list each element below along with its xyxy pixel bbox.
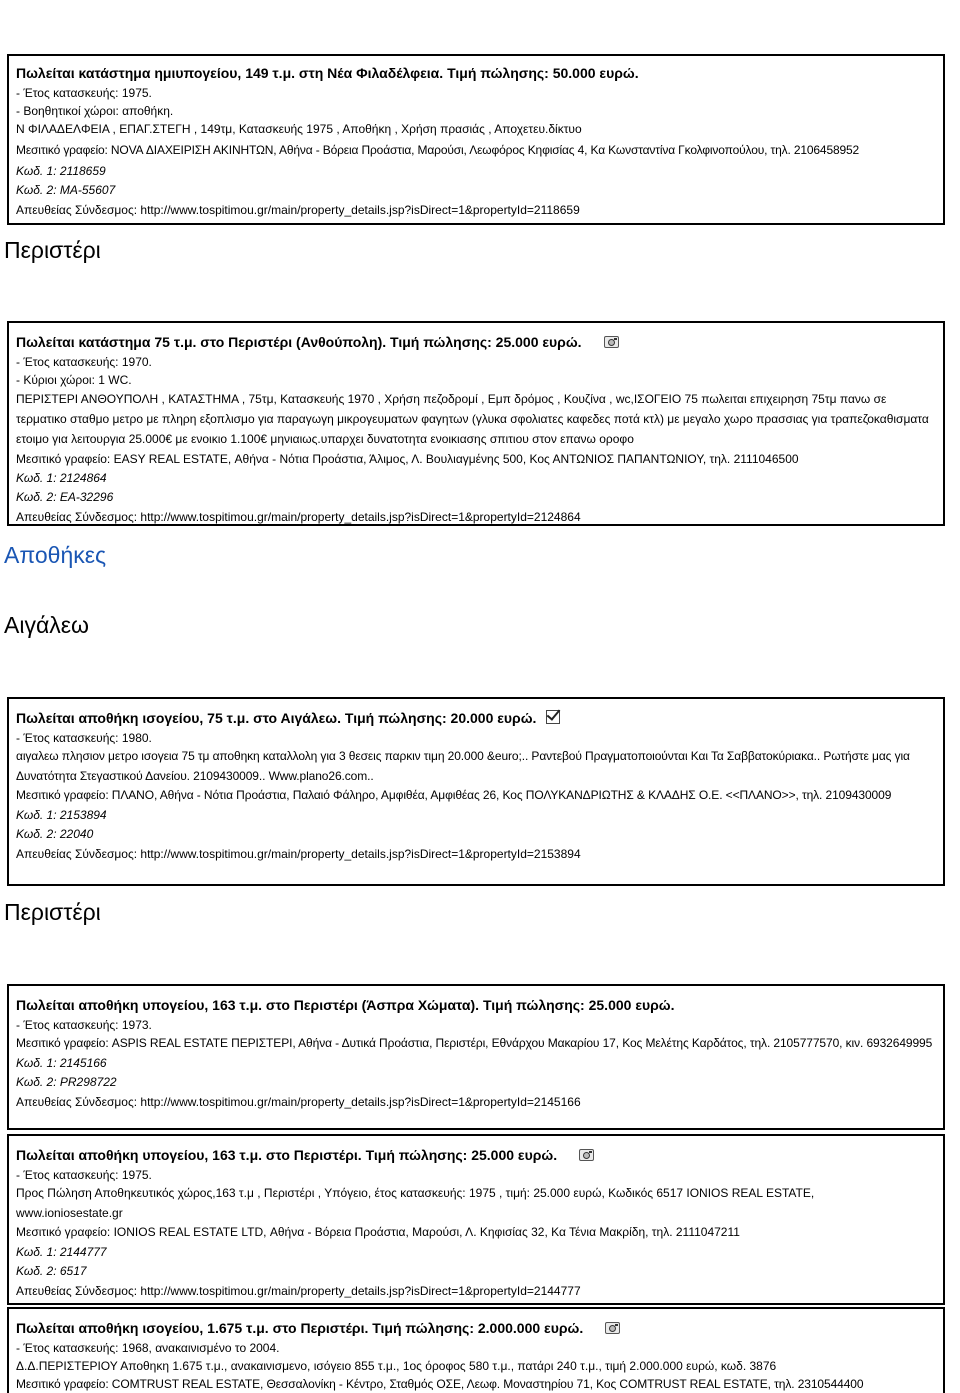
listing-title-text[interactable]: Πωλείται κατάστημα 75 τ.μ. στο Περιστέρι (Ανθούπολη). Τιμή πώλησης: 25.000 ευρώ. — [16, 334, 582, 350]
construction-year: - Έτος κατασκευής: 1975. — [16, 1168, 152, 1182]
construction-year: - Έτος κατασκευής: 1980. — [16, 731, 152, 745]
listing-description: Ν ΦΙΛΑΔΕΛΦΕΙΑ , ΕΠΑΓ.ΣΤΕΓΗ , 149τμ, Κατασκευής 1975 , Αποθήκη , Χρήση πρασιάς , Αποχετευ.δίκτυο — [16, 122, 582, 136]
main-rooms: - Κύριοι χώροι: 1 WC. — [16, 373, 132, 387]
agency-info: Μεσιτικό γραφείο: EASY REAL ESTATE, Αθήνα - Νότια Προάστια, Άλιμος, Λ. Βουλιαγμένης 500, Κος ΑΝΤΩΝΙΟΣ ΠΑΠΑΝΤΩΝΙΟΥ, τηλ. 2111046500 — [16, 452, 799, 466]
direct-link[interactable]: Απευθείας Σύνδεσμος: http://www.tospitimou.gr/main/property_details.jsp?isDirect=1&propertyId=2118659 — [16, 203, 580, 217]
listing-title-text[interactable]: Πωλείται αποθήκη υπογείου, 163 τ.μ. στο Περιστέρι. Τιμή πώλησης: 25.000 ευρώ. — [16, 1147, 558, 1163]
agency-info: Μεσιτικό γραφείο: COMTRUST REAL ESTATE, Θεσσαλονίκη - Κέντρο, Σταθμός ΟΣΕ, Λεωφ. Μοναστηρίου 71, Κος COMTRUST REAL ESTATE, τηλ. 2310544400 — [16, 1377, 864, 1391]
listing-description: ΠΕΡΙΣΤΕΡΙ ΑΝΘΟΥΠΟΛΗ , ΚΑΤΑΣΤΗΜΑ , 75τμ, Κατασκευής 1970 , Χρήση πεζοδρομί , Εμπ δρόμος , Κουζίνα , wc,ΙΣΟΓΕΙΟ 75 πωλειται επιχειρηση 75τμ πανω σε τερματικο σταθμο μετρο με πληρη εξοπλισμο για παραγωγη μικρογευματων φαγητων (γλυκα σφολιατες καφεδες ποτά κτλ) με μεγαλο χωρο πρασσιας για τραπεζοκαθισματα ετοιμο για λειτουργια 25.000€ με ενοικιο 1.100€ μηνιαιως.υπαρχει δυνατοτητα ενοικιασης σπιτιου στον επανω οροφο — [16, 392, 929, 446]
listing-card — [7, 54, 945, 225]
agency-info: Μεσιτικό γραφείο: ASPIS REAL ESTATE ΠΕΡΙΣΤΕΡΙ, Αθήνα - Δυτικά Προάστια, Περιστέρι, Εθνάρχου Μακαρίου 17, Κος Μελέτης Καρδάτος, τηλ. 2105777570, κιν. 6932649995 — [16, 1036, 933, 1050]
listing-title-text[interactable]: Πωλείται αποθήκη ισογείου, 1.675 τ.μ. στο Περιστέρι. Τιμή πώλησης: 2.000.000 ευρώ. — [16, 1320, 584, 1336]
agency-info: Μεσιτικό γραφείο: ΠΛΑΝΟ, Αθήνα - Νότια Προάστια, Παλαιό Φάληρο, Αμφιθέα, Αμφιθέας 26, Κος ΠΟΛΥΚΑΝΔΡΙΩΤΗΣ & ΚΛΑΔΗΣ Ο.Ε. <<ΠΛΑΝΟ>>, τηλ. 2109430009 — [16, 788, 892, 802]
construction-year: - Έτος κατασκευής: 1975. — [16, 86, 152, 100]
direct-link[interactable]: Απευθείας Σύνδεσμος: http://www.tospitimou.gr/main/property_details.jsp?isDirect=1&propertyId=2124864 — [16, 510, 581, 524]
listing-description: αιγαλεω πλησιον μετρο ισογεια 75 τμ αποθηκη καταλλολη για 3 θεσεις παρκιν τιμη 20.000 &euro;.. Ραντεβού Πραγματοποιούνται Και Τα Σαββατοκύριακα.. Ρωτήστε μας για Δυνατότητα Στεγαστικού Δανείου. 2109430009.. Www.plano26.com.. — [16, 749, 910, 783]
camera-icon — [579, 1149, 594, 1161]
code-2: Κωδ. 2: 22040 — [16, 826, 94, 841]
listing-description: Δ.Δ.ΠΕΡΙΣΤΕΡΙΟΥ Αποθηκη 1.675 τ.μ., ανακαινισμενο, ισόγειο 855 τ.μ., 1ος όροφος 580 τ.μ., πατάρι 240 τ.μ., τιμή 2.000.000 ευρώ, κωδ. 3876 — [16, 1359, 777, 1373]
code-2: Κωδ. 2: EA-32296 — [16, 490, 114, 504]
construction-year: - Έτος κατασκευής: 1970. — [16, 355, 152, 369]
agency-info: Μεσιτικό γραφείο: IONIOS REAL ESTATE LTD, Αθήνα - Βόρεια Προάστια, Μαρούσι, Λ. Κηφισίας 32, Κα Τένια Μακρίδη, τηλ. 2111047211 — [16, 1225, 740, 1239]
listing-title[interactable] — [16, 1317, 936, 1339]
direct-link[interactable]: Απευθείας Σύνδεσμος: http://www.tospitimou.gr/main/property_details.jsp?isDirect=1&propertyId=2144777 — [16, 1283, 581, 1298]
code-1: Κωδ. 1: 2118659 — [16, 164, 106, 178]
direct-link[interactable]: Απευθείας Σύνδεσμος: http://www.tospitimou.gr/main/property_details.jsp?isDirect=1&propertyId=2153894 — [16, 846, 581, 861]
auxiliary-rooms: - Βοηθητικοί χώροι: αποθήκη. — [16, 104, 174, 118]
checkbox-icon — [546, 710, 560, 724]
camera-icon — [605, 1322, 620, 1334]
listing-description: Προς Πώληση Αποθηκευτικός χώρος,163 τ.μ , Περιστέρι , Υπόγειο, έτος κατασκευής: 1975 , τιμή: 25.000 ευρώ, Κωδικός 6517 IONIOS REAL ESTATE, www.ioniosestate.gr — [16, 1186, 815, 1220]
code-1: Κωδ. 1: 2144777 — [16, 1244, 107, 1259]
listing-card — [7, 697, 945, 886]
listing-title[interactable] — [16, 331, 936, 353]
listing-title[interactable]: Πωλείται αποθήκη υπογείου, 163 τ.μ. στο Περιστέρι (Άσπρα Χώματα). Τιμή πώλησης: 25.000 ευρώ. — [16, 997, 675, 1013]
section-heading: Περιστέρι — [4, 899, 101, 925]
agency-info: Μεσιτικό γραφείο: NOVA ΔΙΑΧΕΙΡΙΣΗ ΑΚΙΝΗΤΩΝ, Αθήνα - Βόρεια Προάστια, Μαρούσι, Λεωφόρος Κηφισίας 4, Κα Κωνσταντίνα Γκολφινοπούλου, τηλ. 2106458952 — [16, 143, 860, 157]
listing-title[interactable]: Πωλείται κατάστημα ημιυπογείου, 149 τ.μ. στη Νέα Φιλαδέλφεια. Τιμή πώλησης: 50.000 ευρώ. — [16, 65, 639, 81]
camera-icon — [604, 336, 619, 348]
code-1: Κωδ. 1: 2145166 — [16, 1055, 107, 1070]
code-1: Κωδ. 1: 2153894 — [16, 807, 107, 822]
direct-link[interactable]: Απευθείας Σύνδεσμος: http://www.tospitimou.gr/main/property_details.jsp?isDirect=1&propertyId=2145166 — [16, 1094, 581, 1109]
construction-year: - Έτος κατασκευής: 1968, ανακαινισμένο το 2004. — [16, 1341, 280, 1355]
code-2: Κωδ. 2: 6517 — [16, 1263, 87, 1278]
code-2: Κωδ. 2: PR298722 — [16, 1074, 117, 1089]
section-heading: Αιγάλεω — [4, 612, 89, 638]
listing-title[interactable] — [16, 707, 936, 729]
listing-card — [7, 1134, 945, 1305]
listing-card — [7, 321, 945, 526]
construction-year: - Έτος κατασκευής: 1973. — [16, 1018, 152, 1032]
listing-title-text[interactable]: Πωλείται αποθήκη ισογείου, 75 τ.μ. στο Αιγάλεω. Τιμή πώλησης: 20.000 ευρώ. — [16, 710, 537, 726]
code-2: Κωδ. 2: MA-55607 — [16, 183, 116, 197]
listing-card — [7, 984, 945, 1130]
listing-card — [7, 1307, 945, 1393]
section-heading: Αποθήκες — [4, 542, 107, 568]
code-1: Κωδ. 1: 2124864 — [16, 471, 107, 485]
listing-title[interactable] — [16, 1144, 936, 1166]
section-heading: Περιστέρι — [4, 237, 101, 263]
